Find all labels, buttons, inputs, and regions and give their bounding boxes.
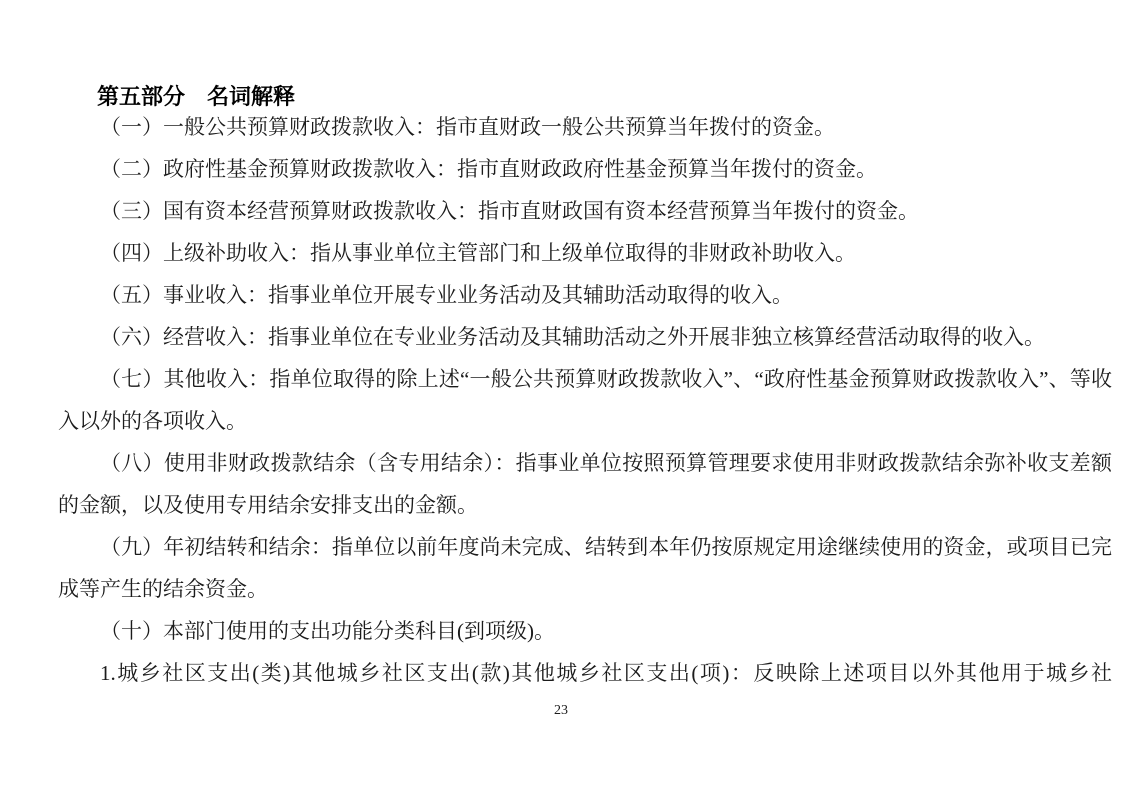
definition-para-7: （七）其他收入：指单位取得的除上述“一般公共预算财政拨款收入”、“政府性基金预算财政拨款收入”、等收入以外的各项收入。 — [58, 367, 1112, 433]
document-body — [58, 106, 1112, 694]
definition-para-6: （六）经营收入：指事业单位在专业业务活动及其辅助活动之外开展非独立核算经营活动取得的收入。 — [100, 325, 1045, 349]
definition-para-2: （二）政府性基金预算财政拨款收入：指市直财政政府性基金预算当年拨付的资金。 — [100, 157, 877, 181]
definition-para-3: （三）国有资本经营预算财政拨款收入：指市直财政国有资本经营预算当年拨付的资金。 — [100, 199, 919, 223]
page-number: 23 — [554, 703, 568, 718]
definition-para-4: （四）上级补助收入：指从事业单位主管部门和上级单位取得的非财政补助收入。 — [100, 241, 856, 265]
section-heading: 第五部分 名词解释 — [97, 84, 296, 109]
definition-para-9: （九）年初结转和结余：指单位以前年度尚未完成、结转到本年仍按原规定用途继续使用的资金，或项目已完成等产生的结余资金。 — [58, 535, 1112, 601]
definition-para-1: （一）一般公共预算财政拨款收入：指市直财政一般公共预算当年拨付的资金。 — [100, 115, 835, 139]
definition-para-8: （八）使用非财政拨款结余（含专用结余）：指事业单位按照预算管理要求使用非财政拨款结余弥补收支差额的金额，以及使用专用结余安排支出的金额。 — [58, 451, 1112, 517]
definition-para-11: 1.城乡社区支出(类)其他城乡社区支出(款)其他城乡社区支出(项)：反映除上述项目以外其他用于城乡社 — [100, 661, 1112, 685]
definition-para-10: （十）本部门使用的支出功能分类科目(到项级)。 — [100, 619, 555, 643]
definition-para-5: （五）事业收入：指事业单位开展专业业务活动及其辅助活动取得的收入。 — [100, 283, 793, 307]
